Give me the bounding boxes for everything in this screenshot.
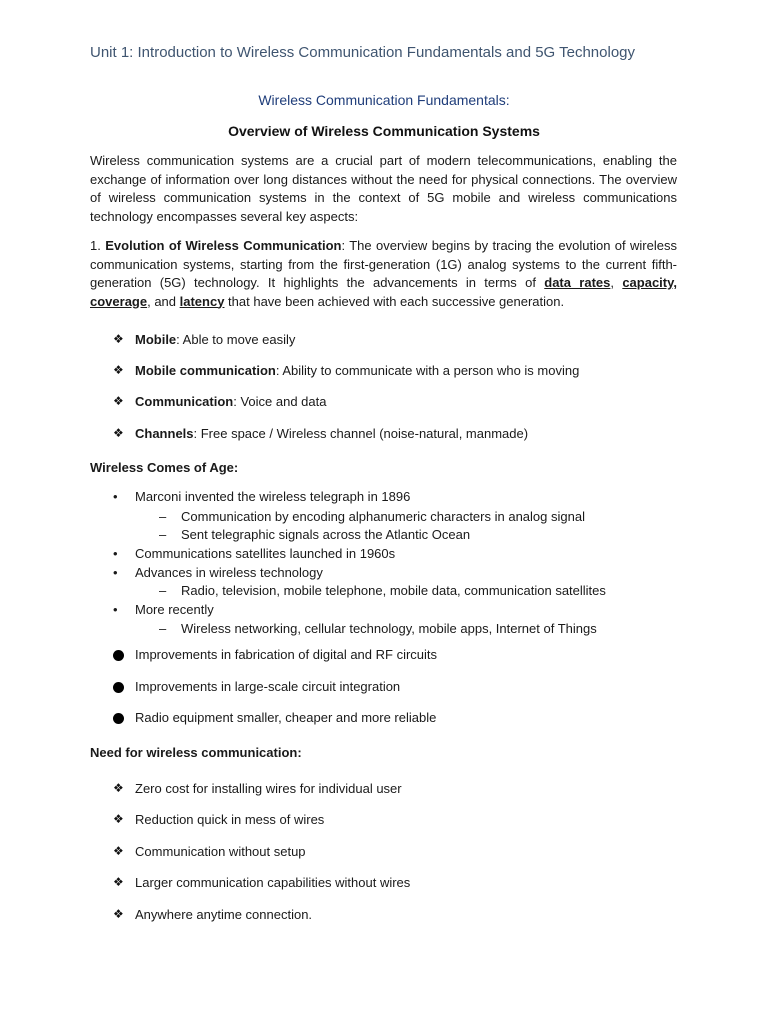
sub-title: Overview of Wireless Communication Systems xyxy=(228,123,540,139)
evolution-text-a: : The overview begins by tracing the evolution of wireless communication systems, starting from the first-generation (1G) analog systems to the current fifth-generation (5G) technology. It highlights the advancements in terms of xyxy=(90,238,677,290)
list-item: ❖ Communication without setup xyxy=(113,844,306,859)
list-item: ❖ Anywhere anytime connection. xyxy=(113,907,313,922)
comes-of-age-heading: Wireless Comes of Age: xyxy=(90,460,239,475)
filled-circle-icon xyxy=(113,713,124,724)
definition-term: Mobile communication xyxy=(135,363,276,378)
definition-term: Channels xyxy=(135,426,194,441)
list-item: Improvements in large-scale circuit integration xyxy=(0,679,768,697)
definition-term: Communication xyxy=(135,394,234,409)
dash-bullet-icon: – xyxy=(159,527,167,542)
list-item xyxy=(0,426,768,444)
intro-paragraph: Wireless communication systems are a crucial part of modern telecommunications, enabling the exchange of information over long distances without the need for physical connections. The overview of wireless communication systems in the context of 5G mobile and wireless communications technology encompasses several key aspects: xyxy=(90,153,677,224)
diamond-bullet-icon: ❖ xyxy=(113,781,124,795)
definition-term: Mobile xyxy=(135,332,177,347)
diamond-bullet-icon: ❖ xyxy=(113,907,124,921)
list-item: • Communications satellites launched in 1960s xyxy=(113,546,396,561)
diamond-bullet-icon: ❖ xyxy=(113,812,124,826)
list-item xyxy=(0,332,768,350)
section-title: Wireless Communication Fundamentals: xyxy=(258,92,510,108)
definition-text: : Voice and data xyxy=(233,394,327,409)
evolution-comma-2: , and xyxy=(147,293,180,309)
list-item: – Wireless networking, cellular technology, mobile apps, Internet of Things xyxy=(159,621,597,636)
dash-bullet-icon: – xyxy=(159,621,167,636)
filled-circle-icon xyxy=(113,682,124,693)
diamond-bullet-icon: ❖ xyxy=(113,332,124,346)
evolution-number: 1. xyxy=(90,238,101,253)
list-item: • Marconi invented the wireless telegraph in 1896 xyxy=(113,489,411,504)
list-item: – Sent telegraphic signals across the Atlantic Ocean xyxy=(159,527,471,542)
dash-bullet-icon: – xyxy=(159,509,167,524)
definition-text: : Free space / Wireless channel (noise-natural, manmade) xyxy=(193,426,529,441)
bullet-icon: • xyxy=(113,602,118,617)
evolution-comma-1: , xyxy=(610,275,623,290)
diamond-bullet-icon: ❖ xyxy=(113,363,124,377)
diamond-bullet-icon: ❖ xyxy=(113,875,124,889)
list-item: Improvements in fabrication of digital and RF circuits xyxy=(0,647,768,665)
bullet-icon: • xyxy=(113,565,118,580)
diamond-bullet-icon: ❖ xyxy=(113,426,124,440)
list-item: • Advances in wireless technology xyxy=(113,565,323,580)
evolution-head: Evolution of Wireless Communication xyxy=(105,238,342,253)
bullet-icon: • xyxy=(113,546,118,561)
need-heading: Need for wireless communication: xyxy=(90,745,302,760)
unit-title: Unit 1: Introduction to Wireless Communication Fundamentals and 5G Technology xyxy=(90,44,636,61)
evolution-text-b: that have been achieved with each successive generation. xyxy=(224,293,565,309)
data-rates-term: data rates xyxy=(544,275,611,290)
diamond-bullet-icon: ❖ xyxy=(113,844,124,858)
list-item: ❖ Reduction quick in mess of wires xyxy=(113,812,325,827)
evolution-paragraph xyxy=(90,237,677,311)
list-item: Radio equipment smaller, cheaper and more reliable xyxy=(0,710,768,728)
list-item: ❖ Larger communication capabilities without wires xyxy=(113,875,411,890)
list-item xyxy=(0,363,768,381)
diamond-bullet-icon: ❖ xyxy=(113,394,124,408)
filled-circle-icon xyxy=(113,650,124,661)
capacity-coverage-term: capacity, coverage xyxy=(90,275,677,309)
definition-text: : Ability to communicate with a person who is moving xyxy=(275,363,580,378)
bullet-icon: • xyxy=(113,489,118,504)
definition-text: : Able to move easily xyxy=(176,332,296,347)
list-item xyxy=(0,394,768,412)
list-item: • More recently xyxy=(113,602,214,617)
list-item: – Radio, television, mobile telephone, mobile data, communication satellites xyxy=(159,583,606,598)
dash-bullet-icon: – xyxy=(159,583,167,598)
list-item: – Communication by encoding alphanumeric characters in analog signal xyxy=(159,509,585,524)
list-item: ❖ Zero cost for installing wires for individual user xyxy=(113,781,402,796)
latency-term: latency xyxy=(179,293,225,309)
